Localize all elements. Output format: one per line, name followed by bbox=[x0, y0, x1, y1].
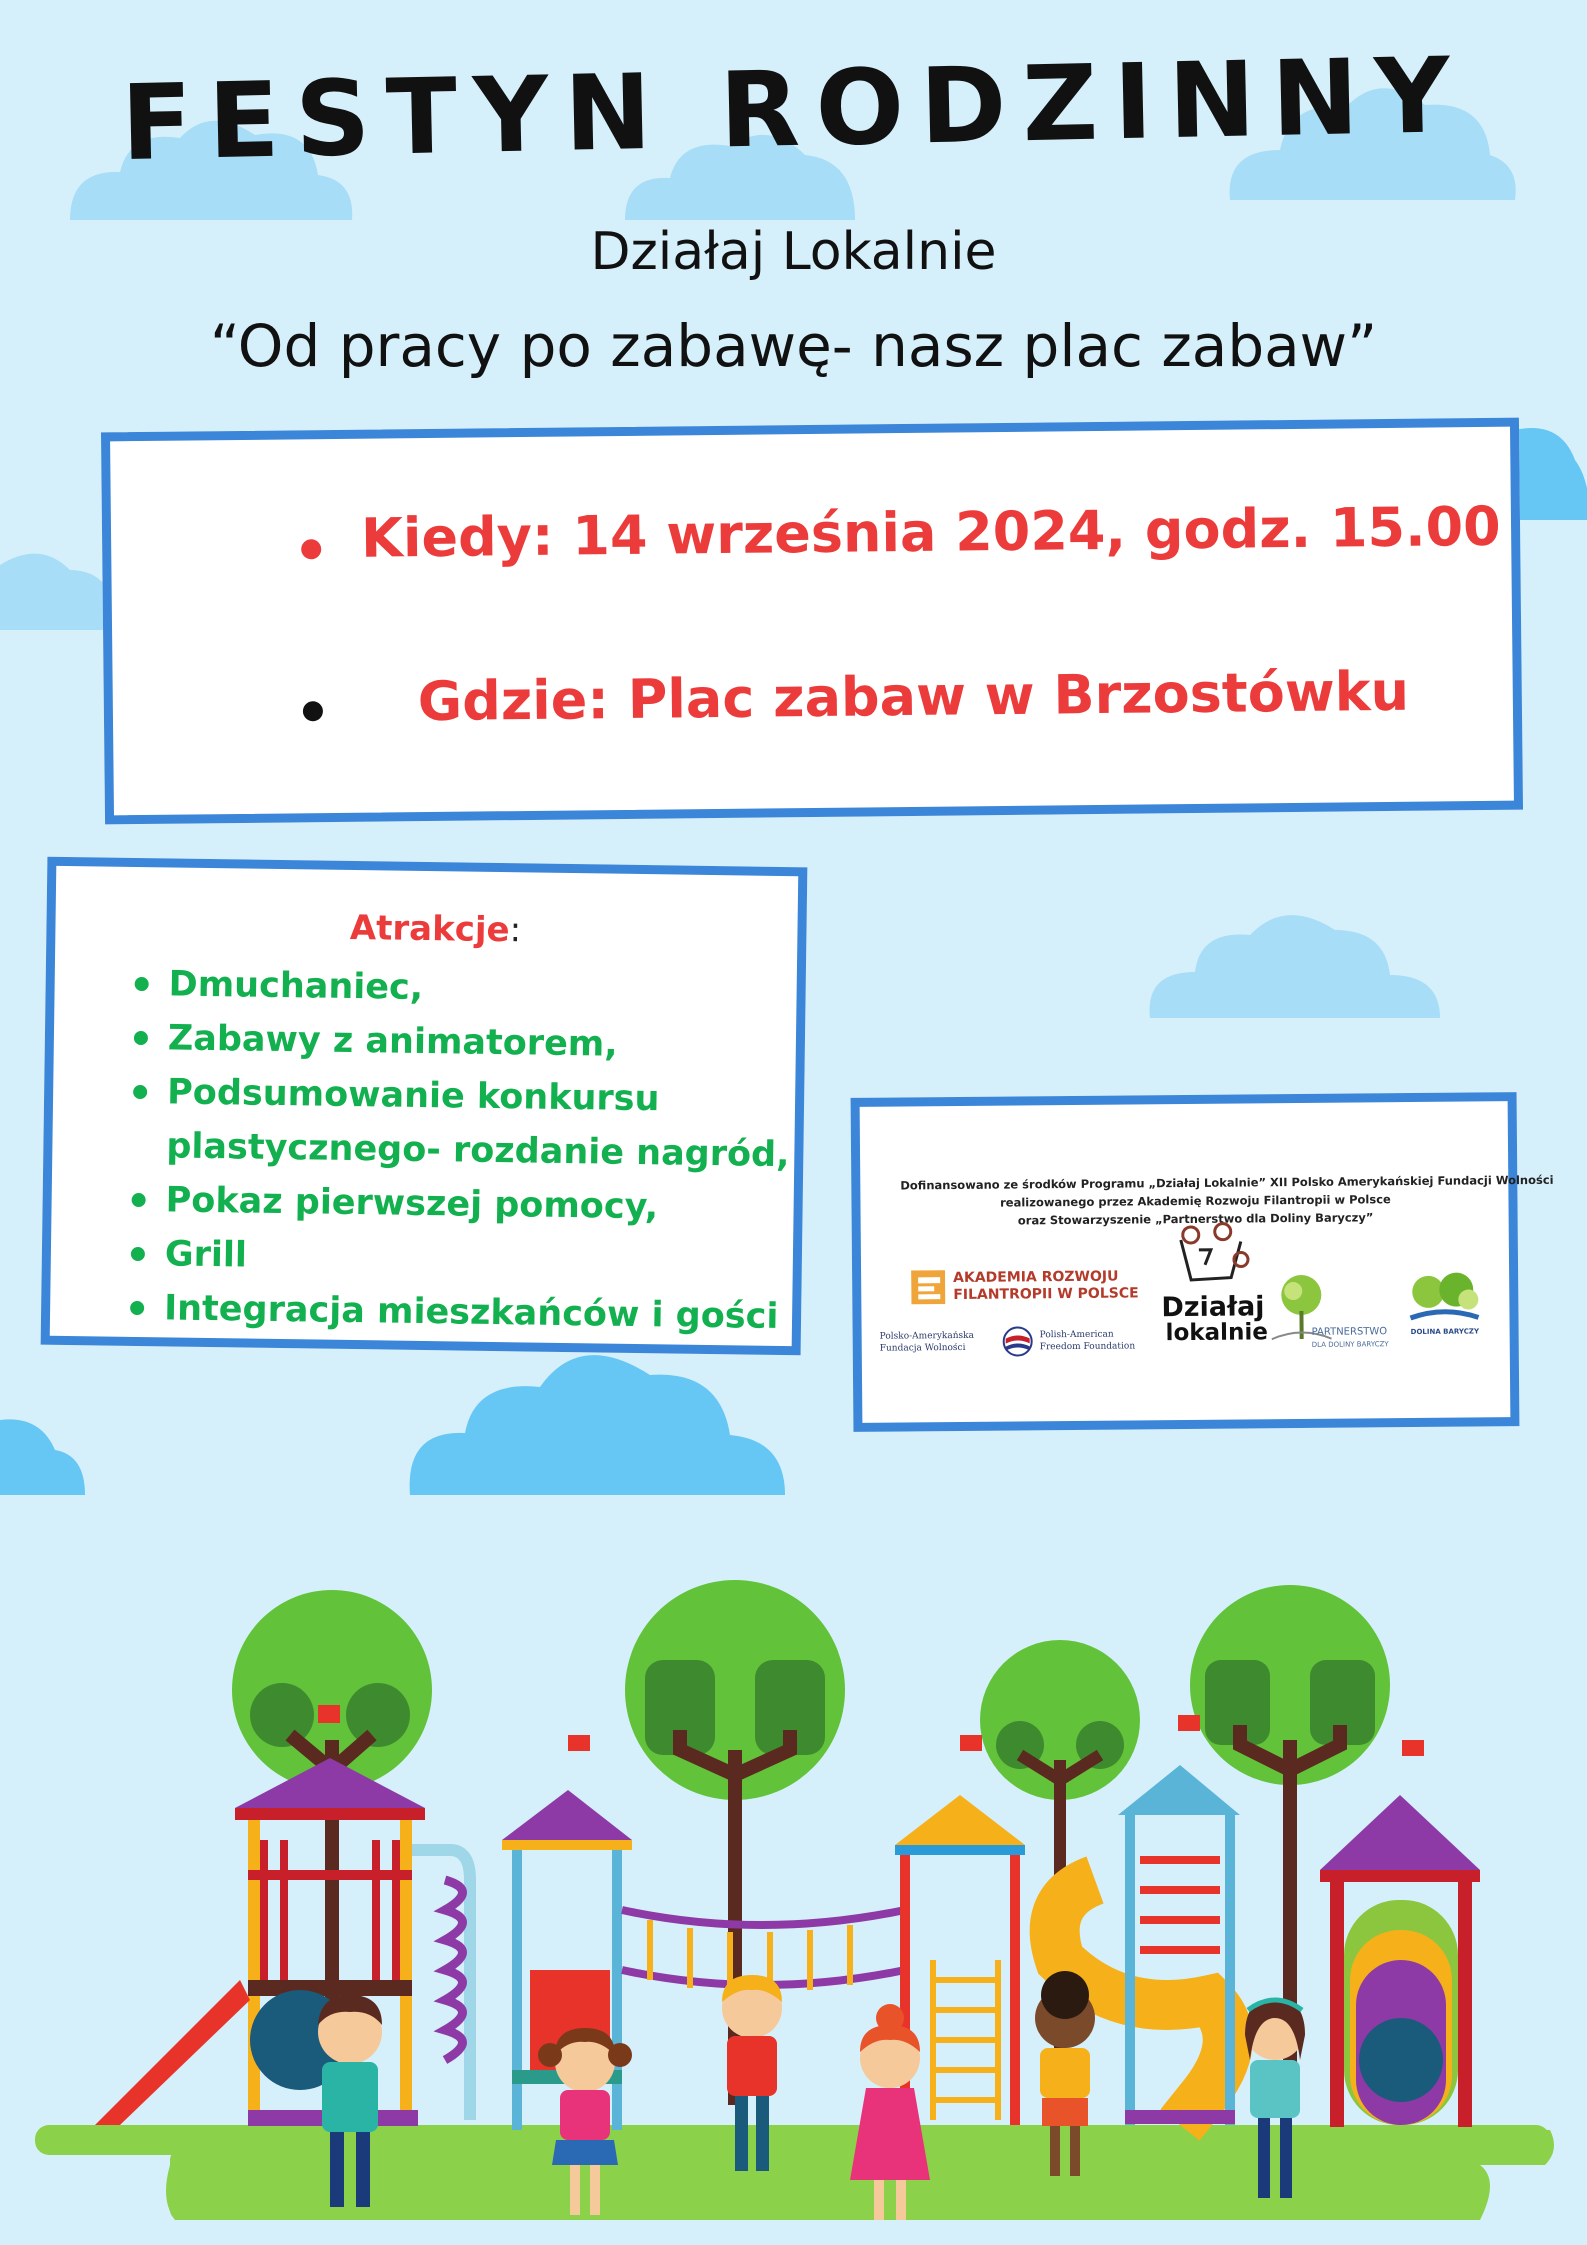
db-label: DOLINA BARYCZY bbox=[1410, 1327, 1480, 1337]
arf-mark-icon bbox=[911, 1270, 945, 1304]
event-location: Gdzie: Plac zabaw w Brzostówku bbox=[417, 659, 1410, 734]
subtitle-program: Działaj Lokalnie bbox=[590, 222, 997, 282]
dl-text-line1: Działaj bbox=[1161, 1291, 1265, 1324]
list-item: Podsumowanie konkursu bbox=[131, 1065, 808, 1128]
pdb-line2: DLA DOLINY BARYCZY bbox=[1311, 1340, 1389, 1349]
attractions-heading bbox=[55, 904, 815, 955]
arf-name-line1: AKADEMIA ROZWOJU bbox=[953, 1268, 1119, 1287]
bullet-when bbox=[301, 539, 321, 559]
attractions-heading-colon: : bbox=[509, 910, 522, 951]
pafw-pl-line1: Polsko-Amerykańska bbox=[879, 1330, 975, 1342]
page-title: FESTYN RODZINNY bbox=[119, 33, 1468, 185]
pdb-line1: PARTNERSTWO bbox=[1311, 1326, 1388, 1338]
sponsors-box bbox=[851, 1092, 1554, 1432]
trees-icon bbox=[1406, 1269, 1482, 1326]
flag-icon bbox=[1002, 1326, 1034, 1356]
credit-line: oraz Stowarzyszenie „Partnerstwo dla Doliny Baryczy” bbox=[1017, 1210, 1374, 1228]
cloud-decoration bbox=[1145, 900, 1445, 1018]
flower-sketch-icon bbox=[1161, 1219, 1262, 1290]
pafw-en-line1: Polish-American bbox=[1039, 1329, 1114, 1341]
subtitle-project: “Od pracy po zabawę- nasz plac zabaw” bbox=[209, 312, 1378, 380]
attractions-box bbox=[41, 857, 808, 1356]
list-item: Zabawy z animatorem, bbox=[132, 1011, 809, 1074]
partnerstwo-logo bbox=[1271, 1270, 1402, 1361]
arf-name-line2: FILANTROPII W POLSCE bbox=[953, 1285, 1139, 1304]
pafw-en-line2: Freedom Foundation bbox=[1039, 1341, 1136, 1353]
list-item: Pokaz pierwszej pomocy, bbox=[129, 1173, 806, 1236]
list-item: Integracja mieszkańców i gości bbox=[128, 1281, 805, 1344]
info-box bbox=[101, 418, 1523, 825]
bullet-where bbox=[303, 701, 323, 721]
dl-text-line2: lokalnie bbox=[1165, 1319, 1268, 1347]
playground-illustration bbox=[0, 1540, 1587, 2230]
list-item: plastycznego- rozdanie nagród, bbox=[166, 1126, 790, 1176]
credit-line: Dofinansowano ze środków Programu „Działaj Lokalnie” XII Polsko Amerykańskiej Fundacji Wolności bbox=[900, 1172, 1554, 1193]
play-tower bbox=[1320, 1740, 1480, 2127]
attractions-heading-text: Atrakcje bbox=[349, 907, 510, 951]
dolina-baryczy-logo bbox=[1406, 1269, 1487, 1350]
list-item: Dmuchaniec, bbox=[132, 957, 809, 1020]
cloud-decoration bbox=[400, 1335, 790, 1495]
credit-line: realizowanego przez Akademię Rozwoju Filantropii w Polsce bbox=[1000, 1192, 1391, 1210]
list-item: Grill bbox=[129, 1227, 806, 1290]
dzialaj-lokalnie-logo bbox=[1161, 1219, 1268, 1360]
attractions-list bbox=[128, 957, 809, 1344]
cloud-decoration bbox=[0, 1415, 90, 1495]
pafw-pl-line2: Fundacja Wolności bbox=[879, 1342, 966, 1354]
pafw-logo bbox=[880, 1329, 1170, 1372]
event-date: Kiedy: 14 września 2024, godz. 15.00 bbox=[360, 494, 1502, 570]
